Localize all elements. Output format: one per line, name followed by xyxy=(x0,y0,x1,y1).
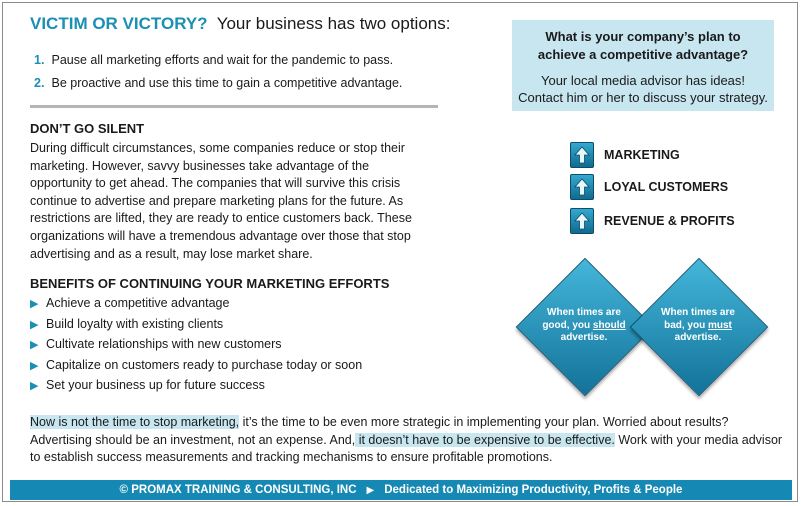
footer-copyright: © PROMAX TRAINING & CONSULTING, INC xyxy=(119,484,357,496)
diamond-text-line xyxy=(643,320,753,333)
arrow-label: MARKETING xyxy=(604,148,680,162)
highlight-text: Now is not the time to stop marketing, xyxy=(30,415,240,429)
benefits-list xyxy=(30,296,362,399)
option-1 xyxy=(34,53,393,67)
footer-bar xyxy=(10,480,792,500)
option-number: 1. xyxy=(34,53,45,67)
plan-answer xyxy=(512,72,774,106)
headline-text: Your business has two options: xyxy=(216,14,451,33)
triangle-bullet-icon: ▶ xyxy=(30,359,39,372)
closing-text: Work with your media advisor to establish success measurements and tracking mechanisms to ensure profitable promotions. xyxy=(30,432,783,464)
list-item xyxy=(30,337,362,358)
list-item-text: Achieve a competitive advantage xyxy=(46,296,230,310)
list-item-text: Capitalize on customers ready to purchase today or soon xyxy=(46,357,363,372)
list-item xyxy=(30,358,362,379)
footer-separator-icon: ▶ xyxy=(366,484,375,496)
benefits-heading: BENEFITS OF CONTINUING YOUR MARKETING EFFORTS xyxy=(30,276,390,291)
diamond-text-line xyxy=(529,320,639,333)
diamond-text-line: advertise. xyxy=(560,332,608,343)
triangle-bullet-icon: ▶ xyxy=(30,380,39,393)
headline xyxy=(30,14,450,34)
list-item-text: Set your business up for future success xyxy=(46,378,265,393)
closing-text: it’s the time to be even more strategic in implementing your plan. Worried about results? Advertising should be an investment, not an expense. And, xyxy=(30,415,729,447)
diamond-text-part: good, you xyxy=(542,319,591,331)
diamond-text-key: must xyxy=(708,319,732,331)
list-item-text: Build loyalty with existing clients xyxy=(46,316,224,331)
diamond-text-part: bad, you xyxy=(664,319,706,331)
plan-question-line: What is your company’s plan to xyxy=(545,29,741,44)
option-number: 2. xyxy=(34,76,45,90)
footer-tagline: Dedicated to Maximizing Productivity, Profits & People xyxy=(384,484,683,496)
arrow-item-marketing xyxy=(570,141,680,169)
list-item xyxy=(30,317,362,338)
up-arrow-icon xyxy=(570,208,594,234)
plan-answer-line: Contact him or her to discuss your strategy. xyxy=(518,90,768,105)
arrow-item-loyal-customers xyxy=(570,173,728,201)
diamond-text-line: When times are xyxy=(661,307,735,318)
section-divider xyxy=(30,105,438,108)
diamond-good-text xyxy=(529,307,639,345)
highlight-text: it doesn’t have to be expensive to be effective. xyxy=(355,432,615,447)
arrow-item-revenue-profits xyxy=(570,207,735,235)
option-2 xyxy=(34,76,402,90)
arrow-label: LOYAL CUSTOMERS xyxy=(604,180,729,194)
triangle-bullet-icon: ▶ xyxy=(30,318,39,331)
plan-question xyxy=(512,28,774,64)
plan-question-line: achieve a competitive advantage? xyxy=(537,47,749,62)
diamond-bad-text xyxy=(643,307,753,345)
diamond-text-key: should xyxy=(592,319,626,331)
option-text: Pause all marketing efforts and wait for the pandemic to pass. xyxy=(51,53,394,67)
list-item-text: Cultivate relationships with new customers xyxy=(46,337,282,352)
triangle-bullet-icon: ▶ xyxy=(30,339,39,352)
up-arrow-icon xyxy=(570,142,594,168)
option-text: Be proactive and use this time to gain a competitive advantage. xyxy=(51,76,403,90)
up-arrow-icon xyxy=(570,174,594,200)
diamond-text-line: advertise. xyxy=(674,332,722,343)
dont-go-silent-body: During difficult circumstances, some companies reduce or stop their marketing. However, savvy businesses take advantage of the opportunity to get ahead. The companies that will survive this crisis continue to advertise and prepare marketing plans for the future. As restrictions are lifted, they are ready to entice customers back. These organizations will have a tremendous advantage over those that stop advertising and as a result, may lose market share. xyxy=(30,141,412,261)
triangle-bullet-icon: ▶ xyxy=(30,298,39,310)
diamond-text-line: When times are xyxy=(547,307,621,318)
arrow-label: REVENUE & PROFITS xyxy=(604,214,735,228)
plan-answer-line: Your local media advisor has ideas! xyxy=(540,73,746,88)
list-item xyxy=(30,296,362,317)
list-item xyxy=(30,378,362,399)
headline-emphasis: VICTIM OR VICTORY? xyxy=(30,14,208,33)
dont-go-silent-heading: DON’T GO SILENT xyxy=(30,121,145,136)
closing-paragraph xyxy=(30,414,790,467)
plan-callout-box xyxy=(512,20,774,111)
